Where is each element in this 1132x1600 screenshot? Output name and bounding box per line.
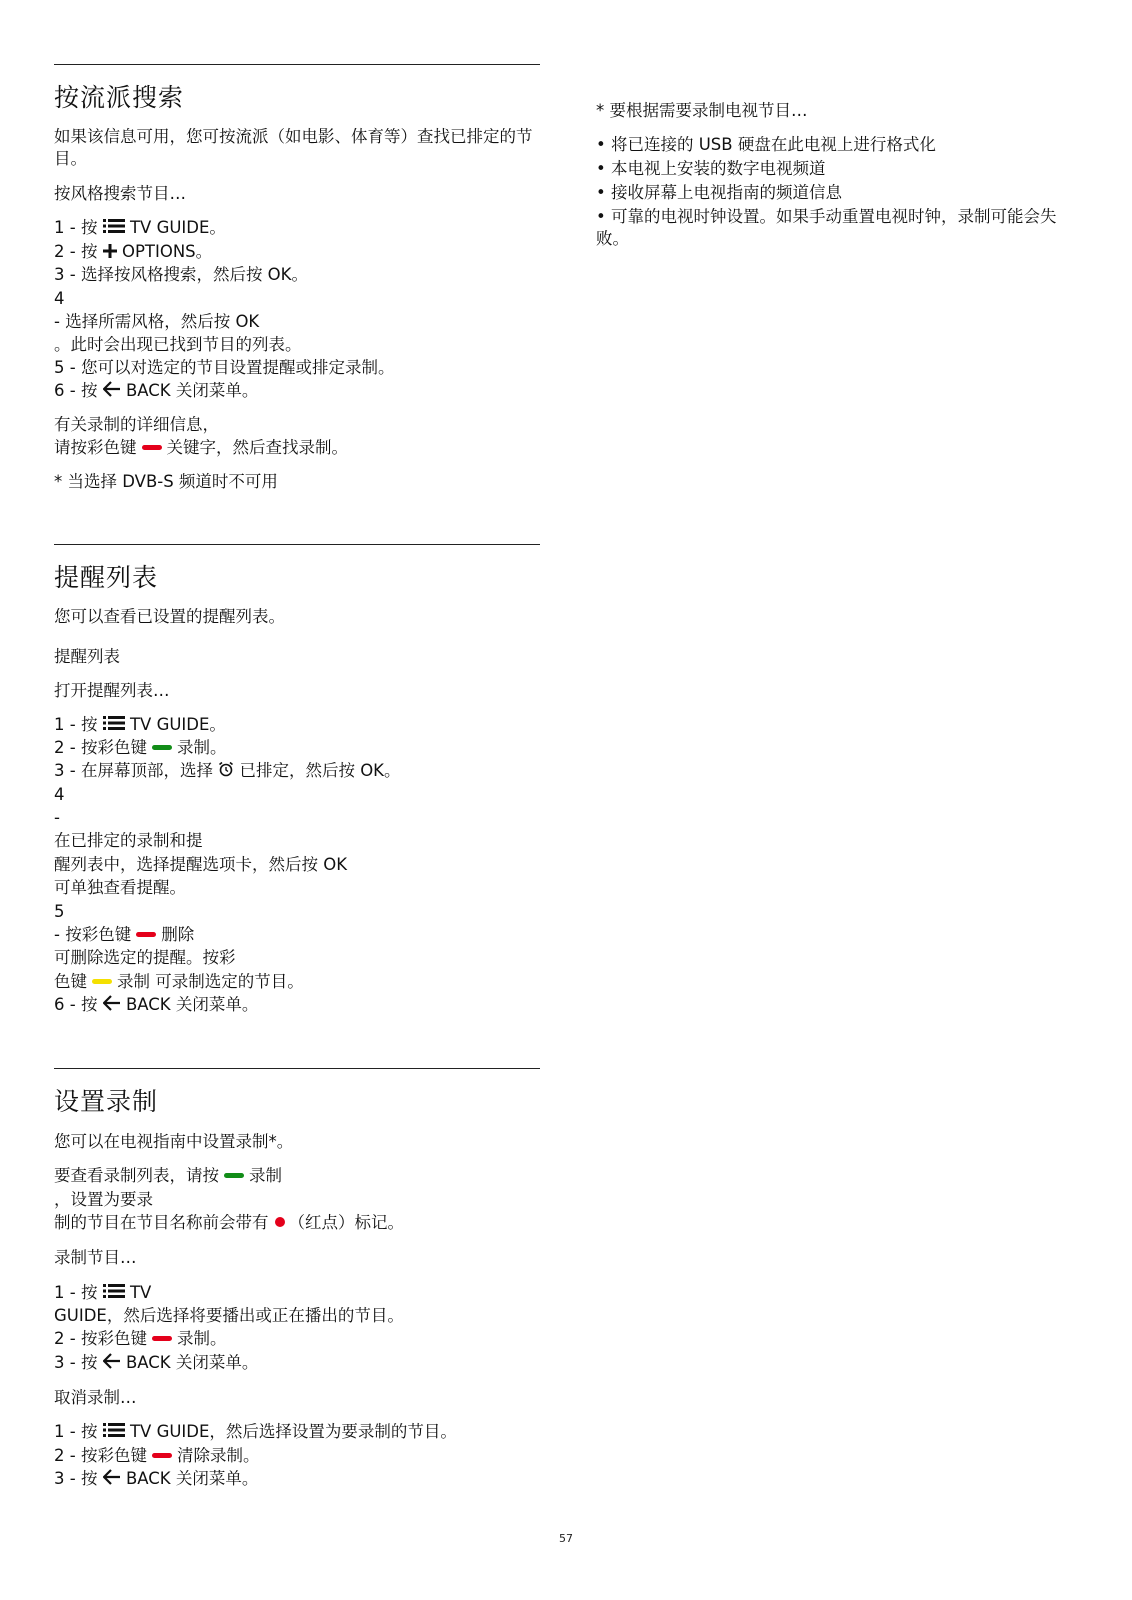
setrec-cancel-step-3 [54,1468,258,1491]
reminders-sub: 提醒列表 [54,647,120,666]
yellow-key-icon [92,979,112,984]
step-text: 2 - 按彩色键 [54,1446,147,1465]
step-text: OPTIONS。 [121,242,213,261]
requirement-item: • 将已连接的 USB 硬盘在此电视上进行格式化 [596,135,936,154]
genre-step-2 [54,241,212,264]
plus-options-icon [103,242,117,264]
genre-step-1 [54,217,226,240]
genre-more-2 [54,437,348,459]
setrec-rec-step-3 [54,1352,258,1375]
reminders-step-4-num: 4 [54,785,65,804]
setrec-rec-step-1 [54,1282,151,1305]
section-divider [54,544,540,545]
genre-step-6 [54,380,258,403]
step-text: - 按彩色键 [54,925,132,944]
genre-step-5: 5 - 您可以对选定的节目设置提醒或排定录制。 [54,358,395,377]
step-text: 请按彩色键 [54,438,137,457]
section-divider [54,1068,540,1069]
reminders-step-4a: 在已排定的录制和提 [54,831,203,850]
section-divider [54,64,540,65]
back-arrow-icon [103,1469,121,1491]
back-arrow-icon [103,381,121,403]
section-title-genre: 按流派搜索 [54,83,185,112]
reminders-step-6 [54,994,258,1017]
step-text: BACK 关闭菜单。 [125,995,259,1014]
step-text: 录制 [249,1166,282,1185]
reminders-step-5a [54,924,194,946]
step-text: （红点）标记。 [288,1213,404,1232]
genre-more-1: 有关录制的详细信息， [54,415,219,434]
green-key-icon [152,745,172,750]
step-text: 2 - 按 [54,242,98,261]
tv-guide-icon [103,715,125,737]
step-text: 色键 [54,972,87,991]
red-key-icon [152,1336,172,1341]
reminders-lead: 打开提醒列表… [54,681,170,700]
genre-intro: 如果该信息可用，您可按流派（如电影、体育等）查找已排定的节目。 [54,127,533,168]
reminders-step-4b: 醒列表中，选择提醒选项卡，然后按 OK [54,855,348,874]
setrec-intro: 您可以在电视指南中设置录制*。 [54,1132,294,1151]
step-text: BACK 关闭菜单。 [125,381,259,400]
setrec-view-a [54,1165,282,1187]
red-key-icon [142,445,162,450]
step-text: 3 - 按 [54,1353,98,1372]
setrec-cancel-step-2 [54,1445,259,1467]
genre-step-3: 3 - 选择按风格搜索，然后按 OK。 [54,265,308,284]
setrec-cancel-step-1 [54,1421,457,1444]
reminders-step-5c [54,971,304,993]
genre-step-4b: 。此时会出现已找到节目的列表。 [54,335,302,354]
step-text: 删除 [161,925,195,944]
red-key-icon [136,932,156,937]
step-text: 录制。 [176,738,227,757]
tv-guide-icon [103,1422,125,1444]
page-number: 57 [559,1532,573,1545]
reminders-step-4-dash: - [54,808,60,827]
step-text: TV GUIDE。 [129,715,226,734]
red-dot-icon [275,1217,285,1227]
back-arrow-icon [103,1353,121,1375]
step-text: 6 - 按 [54,381,98,400]
step-text: 制的节目在节目名称前会带有 [54,1213,269,1232]
step-text: 6 - 按 [54,995,98,1014]
step-text: 清除录制。 [176,1446,260,1465]
setrec-rec-step-2 [54,1328,226,1350]
step-text: TV GUIDE。 [129,218,226,237]
step-text: 3 - 按 [54,1469,98,1488]
step-text: 1 - 按 [54,1422,98,1441]
section-title-set-recording: 设置录制 [54,1087,159,1116]
step-text: TV [129,1283,152,1302]
step-text: 录制 可录制选定的节目。 [117,972,304,991]
step-text: 录制。 [176,1329,227,1348]
tv-guide-icon [103,1283,125,1305]
reminders-intro: 您可以查看已设置的提醒列表。 [54,607,285,626]
setrec-view-c [54,1212,404,1234]
step-text: 2 - 按彩色键 [54,1329,147,1348]
back-arrow-icon [103,995,121,1017]
reminders-step-1 [54,714,226,737]
step-text: BACK 关闭菜单。 [125,1469,259,1488]
step-text: 1 - 按 [54,715,98,734]
red-key-icon [152,1453,172,1458]
section-title-reminders: 提醒列表 [54,563,159,592]
requirement-item: • 本电视上安装的数字电视频道 [596,159,826,178]
requirement-item: • 接收屏幕上电视指南的频道信息 [596,183,842,202]
reminders-step-5b: 可删除选定的提醒。按彩 [54,948,236,967]
green-key-icon [224,1173,244,1178]
step-text: 1 - 按 [54,218,98,237]
genre-lead: 按风格搜索节目… [54,184,186,203]
reminders-step-2 [54,737,226,759]
setrec-view-b: ，设置为要录 [54,1190,153,1209]
reminders-step-3 [54,760,401,783]
reminders-step-5-num: 5 [54,902,65,921]
step-text: 已排定，然后按 OK。 [239,761,401,780]
step-text: 要查看录制列表，请按 [54,1166,219,1185]
step-text: TV GUIDE，然后选择设置为要录制的节目。 [129,1422,457,1441]
setrec-rec-lead: 录制节目… [54,1248,137,1267]
genre-step-4-num: 4 [54,289,65,308]
genre-step-4a: - 选择所需风格，然后按 OK [54,312,260,331]
setrec-cancel-lead: 取消录制… [54,1388,137,1407]
requirement-item: • 可靠的电视时钟设置。如果手动重置电视时钟，录制可能会失败。 [596,207,1057,248]
tv-guide-icon [103,218,125,240]
setrec-rec-step-1b: GUIDE，然后选择将要播出或正在播出的节目。 [54,1306,404,1325]
alarm-clock-icon [218,761,234,783]
recording-requirements-note: * 要根据需要录制电视节目… [596,101,808,120]
step-text: 1 - 按 [54,1283,98,1302]
step-text: BACK 关闭菜单。 [125,1353,259,1372]
step-text: 3 - 在屏幕顶部，选择 [54,761,213,780]
step-text: 关键字，然后查找录制。 [166,438,348,457]
step-text: 2 - 按彩色键 [54,738,147,757]
genre-note: * 当选择 DVB-S 频道时不可用 [54,472,278,491]
reminders-step-4c: 可单独查看提醒。 [54,878,186,897]
